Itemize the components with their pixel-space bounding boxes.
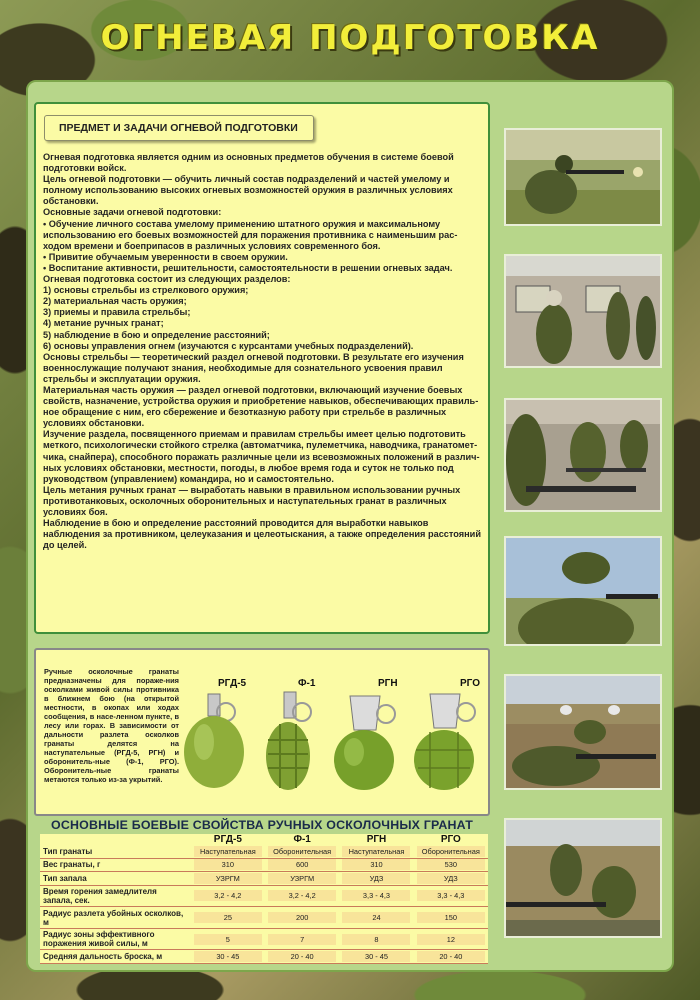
table-cell: 20 - 40 bbox=[417, 951, 485, 962]
grenade-label-f1: Ф-1 bbox=[298, 678, 316, 689]
table-cell: УЗРГМ bbox=[194, 873, 262, 884]
table-row bbox=[40, 907, 488, 929]
table-cell: 7 bbox=[268, 934, 336, 945]
grenade-label-rgn: РГН bbox=[378, 678, 398, 689]
table-cell: Наступательная bbox=[194, 846, 262, 857]
table-row bbox=[40, 872, 488, 886]
table-title: ОСНОВНЫЕ БОЕВЫЕ СВОЙСТВА РУЧНЫХ ОСКОЛОЧНЫХ ГРАНАТ bbox=[51, 818, 473, 832]
table-cell: 310 bbox=[342, 859, 410, 870]
paragraph: • Привитие обучаемым уверенности в своем оружии. bbox=[43, 251, 288, 262]
table-cell: Оборонительная bbox=[417, 846, 485, 857]
photo-weapon-assembly bbox=[504, 398, 662, 512]
grenade-rgd5-icon bbox=[184, 694, 244, 788]
paragraph: Огневая подготовка состоит из следующих разделов: bbox=[43, 274, 291, 285]
table-cell: 5 bbox=[194, 934, 262, 945]
paragraph: Цель огневой подготовки — обучить личный состав подразделений и частей умелому и полному использованию высоких огневых возможностей оружия в различных условиях обстановки. bbox=[43, 174, 453, 207]
table-cell: 25 bbox=[194, 912, 262, 923]
table-cell: УДЗ bbox=[417, 873, 485, 884]
table-row bbox=[40, 950, 488, 964]
table-header-row bbox=[40, 834, 488, 845]
body-text bbox=[43, 152, 483, 551]
table-cell: 3,2 - 4,2 bbox=[268, 890, 336, 901]
table-cell: 3,3 - 4,3 bbox=[342, 890, 410, 901]
list-item: 5) наблюдение в бою и определение расстояний; bbox=[43, 329, 270, 340]
table-row bbox=[40, 845, 488, 858]
list-item: 3) приемы и правила стрельбы; bbox=[43, 307, 191, 318]
paragraph: Цель метания ручных гранат — выработать навыки в правильном использовании ручных противотанковых, осколочных оборонительных и наступательных гранат в различных условиях боя. bbox=[43, 484, 461, 517]
paragraph: Основы стрельбы — теоретический раздел огневой подготовки. В результате его изучения военнослужащие получают знания, необходимые для сознательного усвоения правил стрельбы и эксплуатации оружия. bbox=[43, 351, 464, 384]
photo-machine-gun-crew bbox=[504, 818, 662, 938]
table-row bbox=[40, 885, 488, 907]
list-item: 6) основы управления огнем (изучаются с курсантами учебных подразделений). bbox=[43, 340, 414, 351]
table-cell: 8 bbox=[342, 934, 410, 945]
row-header: Радиус разлета убойных осколков, м bbox=[40, 907, 191, 929]
paragraph: • Обучение личного состава умелому применению штатного оружия и максимальному использованию его боевых возможностей для поражения противника с наименьшим рас-ходом времени и боеприпасов в различных условиях современного боя. bbox=[43, 218, 458, 251]
list-item: 1) основы стрельбы из стрелкового оружия; bbox=[43, 285, 249, 296]
photo-soldier-helmet bbox=[504, 536, 662, 646]
grenade-rgn-icon bbox=[334, 696, 395, 790]
list-item: 2) материальная часть оружия; bbox=[43, 296, 187, 307]
table-cell: 3,2 - 4,2 bbox=[194, 890, 262, 901]
table-header-empty bbox=[40, 834, 191, 845]
table-cell: 600 bbox=[268, 859, 336, 870]
table-cell: Наступательная bbox=[342, 846, 410, 857]
table-cell: 200 bbox=[268, 912, 336, 923]
grenades-illustration bbox=[180, 690, 480, 800]
table-row bbox=[40, 858, 488, 872]
row-header: Средняя дальность броска, м bbox=[40, 950, 191, 964]
table-header: РГО bbox=[440, 834, 461, 845]
table-cell: 530 bbox=[417, 859, 485, 870]
table-cell: 30 - 45 bbox=[194, 951, 262, 962]
paragraph: Огневая подготовка является одним из основных предметов обучения в системе боевой подготовки войск. bbox=[43, 152, 454, 174]
paragraph: Наблюдение в бою и определение расстояний проводится для выработки навыков наблюдения за противником, целеуказания и целеотыскания, а также определения расстояний до целей. bbox=[43, 518, 481, 551]
table-header: РГД-5 bbox=[213, 834, 242, 845]
table-cell: 24 bbox=[342, 912, 410, 923]
grenade-label-rgo: РГО bbox=[460, 678, 480, 689]
table-cell: 310 bbox=[194, 859, 262, 870]
row-header: Радиус зоны эффективного поражения живой силы, м bbox=[40, 928, 191, 950]
page-title: ОГНЕВАЯ ПОДГОТОВКА bbox=[100, 18, 600, 58]
table-cell: 3,3 - 4,3 bbox=[417, 890, 485, 901]
table-cell: УЗРГМ bbox=[268, 873, 336, 884]
table-header: РГН bbox=[366, 834, 387, 845]
photo-prone-shooters bbox=[504, 674, 662, 790]
row-header: Время горения замедлителя запала, сек. bbox=[40, 885, 191, 907]
table-cell: 20 - 40 bbox=[268, 951, 336, 962]
section-title: ПРЕДМЕТ И ЗАДАЧИ ОГНЕВОЙ ПОДГОТОВКИ bbox=[44, 115, 314, 141]
table-header: Ф-1 bbox=[293, 834, 311, 845]
grenade-rgo-icon bbox=[414, 694, 475, 790]
photo-training-range bbox=[504, 254, 662, 368]
table-row bbox=[40, 928, 488, 950]
photo-soldier-aiming bbox=[504, 128, 662, 226]
list-item: 4) метание ручных гранат; bbox=[43, 318, 164, 329]
grenade-f1-icon bbox=[266, 692, 311, 790]
grenade-label-rgd5: РГД-5 bbox=[218, 678, 247, 689]
table-cell: УДЗ bbox=[342, 873, 410, 884]
row-header: Тип запала bbox=[40, 872, 191, 886]
paragraph: Материальная часть оружия — раздел огневой подготовки, включающий изучение боевых свойств, назначение, устройства оружия и приобретение навыков, обеспечивающих правиль-ное обращение с ним, его сбережение и безотказную работу при стрельбе в различных условиях обстановки. bbox=[43, 384, 479, 429]
grenade-properties-table bbox=[40, 834, 488, 964]
paragraph: • Воспитание активности, решительности, самостоятельности в решении огневых задач. bbox=[43, 262, 453, 273]
paragraph: Основные задачи огневой подготовки: bbox=[43, 207, 222, 218]
table-cell: 30 - 45 bbox=[342, 951, 410, 962]
table-cell: Оборонительная bbox=[268, 846, 336, 857]
paragraph: Изучение раздела, посвященного приемам и правилам стрельбы имеет целью подготовить меткого, психологически стойкого стрелка (автоматчика, пулеметчика, наводчика, гранатомет-чика, снайпера), способного поражать различные цели из всевозможных положений в различ-ных условиях обстановки, местности, погоды, в любое время года и суток не только под руководством (управлением) командира, но и самостоятельно. bbox=[43, 429, 480, 484]
table-cell: 150 bbox=[417, 912, 485, 923]
grenades-description: Ручные осколочные гранаты предназначены для пораже-ния осколками живой силы противника в ближнем бою (на открытой местности, в окопах или ходах сообщения, в насе-ленном пункте, в лесу или горах. В зависимости от дальности разлета осколков гранаты делятся на наступательные (РГД-5, РГН) и оборонитель-ные (Ф-1, РГО). Оборонитель-ные гранаты метаются только из-за укрытий. bbox=[44, 667, 179, 784]
row-header: Тип гранаты bbox=[40, 845, 191, 858]
row-header: Вес гранаты, г bbox=[40, 858, 191, 872]
table-cell: 12 bbox=[417, 934, 485, 945]
